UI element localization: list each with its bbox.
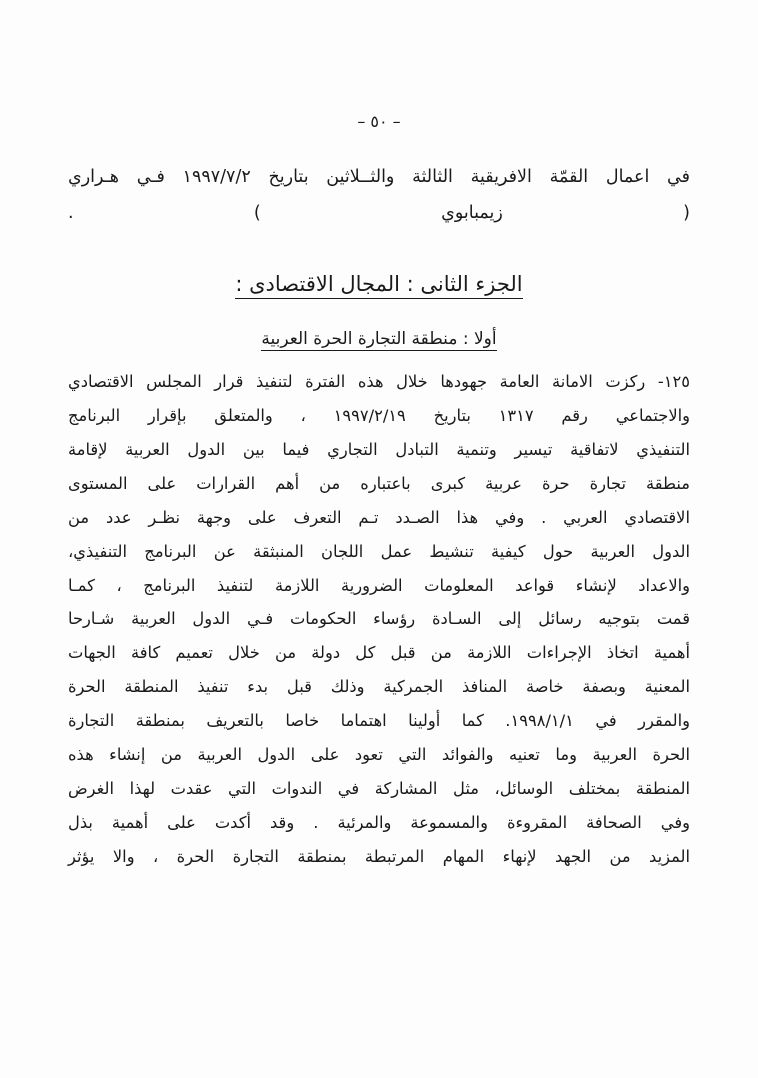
section-heading	[68, 272, 690, 299]
body-line: أهمية اتخاذ الإجراءات اللازمة من قبل كل دولة من خلال تعميم كافة الجهات	[68, 643, 690, 663]
body-text	[68, 365, 690, 873]
intro-paragraph	[68, 160, 690, 230]
body-line: الاقتصادي العربي . وفي هذا الصـدد تـم التعرف على وجهة نظـر عدد من	[68, 507, 690, 527]
body-line: والاعداد لإنشاء قواعد المعلومات الضرورية اللازمة لتنفيذ البرنامج ، كمـا	[68, 575, 690, 595]
body-line: قمت بتوجيه رسائل إلى السـادة رؤساء الحكومات فـي الدول العربية شـارحا	[68, 609, 690, 629]
body-line: والمقرر في ١٩٩٨/١/١. كما أولينا اهتماما خاصا بالتعريف بمنطقة التجارة	[68, 711, 691, 731]
body-line: الحرة العربية وما تعنيه والفوائد التي تعود على الدول العربية من إنشاء هذه	[68, 745, 690, 765]
subsection-heading	[68, 329, 690, 351]
subsection-heading-text: أولا : منطقة التجارة الحرة العربية	[261, 329, 497, 350]
page-number: – ٥٠ –	[357, 112, 401, 131]
intro-line-2: ( زيمبابوي ) .	[68, 203, 690, 224]
body-line: منطقة تجارة حرة عربية كبرى باعتباره من أهم القرارات على المستوى	[68, 473, 690, 493]
page-content	[68, 160, 690, 874]
body-line: الدول العربية حول كيفية تنشيط عمل اللجان المنبثقة عن البرنامج التنفيذي،	[68, 541, 690, 561]
body-line: التنفيذي لاتفاقية تيسير وتنمية التبادل التجاري فيما بين الدول العربية لإقامة	[68, 440, 690, 460]
intro-line-1: في اعمال القمّة الافريقية الثالثة والثــلاثين بتاريخ ١٩٩٧/٧/٢ فـي هـراري	[68, 167, 690, 187]
body-line: المعنية وبصفة خاصة المنافذ الجمركية وذلك قبل بدء تنفيذ المنطقة الحرة	[68, 677, 690, 697]
body-line: المنطقة بمختلف الوسائل، مثل المشاركة في الندوات التي عقدت لهذا الغرض	[68, 778, 690, 798]
body-line: ١٢٥- ركزت الامانة العامة جهودها خلال هذه الفترة لتنفيذ قرار المجلس الاقتصادي	[68, 372, 690, 392]
section-heading-text: الجزء الثانى : المجال الاقتصادى :	[235, 272, 522, 299]
body-line: والاجتماعي رقم ١٣١٧ بتاريخ ١٩٩٧/٢/١٩ ، والمتعلق بإقرار البرنامج	[68, 406, 690, 426]
body-line: وفي الصحافة المقروءة والمسموعة والمرئية . وقد أكدت على أهمية بذل	[68, 812, 690, 832]
body-line: المزيد من الجهد لإنهاء المهام المرتبطة بمنطقة التجارة الحرة ، والا يؤثر	[68, 846, 690, 866]
